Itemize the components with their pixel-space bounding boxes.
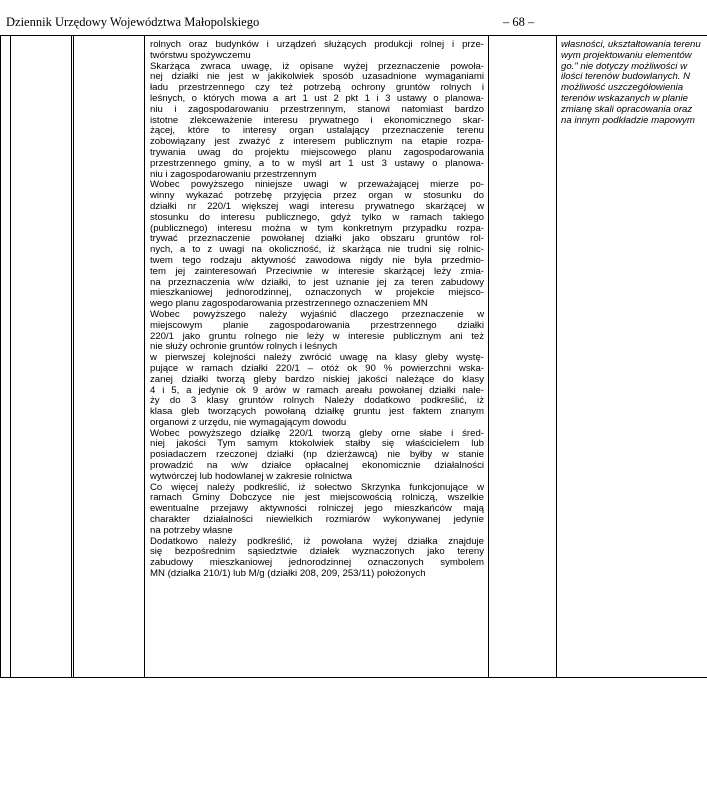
column-divider — [73, 36, 74, 678]
document-table — [0, 36, 707, 678]
text-line: przestrzennego gminy, a to w myśl art 1 ust 3 ustawy o planowa- — [150, 158, 484, 169]
text-line: niu i zagospodarowaniu przestrzennym — [150, 169, 317, 180]
text-line: miejscowym planie zagospodarowania przestrzennego działki — [150, 320, 484, 331]
text-line: na przeznaczenia w/w działki, to jest uznanie jej za teren zabudowy — [150, 277, 484, 288]
text-line: organowi z urzędu, nie wymagającym dowodu — [150, 417, 347, 428]
journal-title: Dziennik Urzędowy Województwa Małopolskiego — [6, 15, 260, 29]
text-line: trywać przeznaczenie powołanej działki jako obszaru gruntów rol- — [150, 234, 484, 245]
text-line: działki nr 220/1 większej wagi interesu prywatnego skarżącej w — [150, 201, 484, 212]
right-text-line: terenów wskazanych w planie — [561, 92, 688, 104]
column-divider — [556, 36, 557, 678]
text-line: rolnych oraz budynków i urządzeń służących produkcji rolnej i prze- — [150, 40, 484, 50]
text-line: pujące w ramach działki 220/1 – otóż ok 90 % powierzchni wska- — [150, 363, 484, 374]
text-line: wytwórczej lub hodowlanej w zakresie rolnictwa — [150, 471, 353, 482]
right-text-line: własności, ukształtowania terenu — [561, 40, 701, 50]
text-line: istotne zlekceważenie interesu prywatnego i ekonomicznego skar- — [150, 115, 484, 126]
page-number: – 68 – — [503, 15, 535, 29]
text-line: 4 i 5, a jedynie ok 9 arów w ramach areału powołanej działki nale- — [150, 385, 484, 396]
text-line: mieszkaniowej jednorodzinnej, oznaczonych w projekcie miejsco- — [150, 288, 484, 299]
text-line: nie służy ochronie gruntów rolnych i leśnych — [150, 342, 338, 353]
text-line: (publicznego) interesu można w tym konkretnym przypadku rozpa- — [150, 223, 484, 234]
page-header — [0, 0, 707, 36]
right-text-line: wym projektowaniu elementów — [561, 49, 692, 61]
column-divider — [71, 36, 72, 678]
text-line: winny wykazać potrzebę przyjęcia przez organ w stosunku do — [150, 191, 484, 202]
text-line: tem jej zainteresowań Przeciwnie w interesie skarżącej leży zmia- — [150, 266, 484, 277]
text-line: żącej, które to interesy organ ustalający przeznaczenie terenu — [150, 126, 484, 137]
text-line: Wobec powyższego niniejsze uwagi w przeważającej mierze po- — [150, 180, 484, 191]
table-left-border — [0, 36, 1, 678]
text-line: wego planu zagospodarowania przestrzennego oznaczeniem MN — [150, 299, 428, 310]
text-line: trywania uwag do projektu miejscowego planu zagospodarowania — [150, 147, 484, 158]
text-line: na potrzeby własne — [150, 525, 233, 536]
text-line: ładu przestrzennego czy też potrzebą ochrony gruntów rolnych i — [150, 83, 484, 94]
text-line: niej jakości Tym samym ktokolwiek stałby się właścicielem lub — [150, 439, 484, 450]
text-line: Dodatkowo należy podkreślić, iż powołana wyżej działka znajduje — [150, 536, 484, 547]
text-line: się bezpośrednim sąsiedztwie działek wyznaczonych jako tereny — [150, 547, 484, 558]
text-line: w pierwszej kolejności należy zwrócić uwagę na klasy gleby wystę- — [150, 353, 484, 364]
text-line: niu i zagospodarowaniu przestrzennym, stanowi natomiast bardzo — [150, 104, 484, 115]
text-line: Wobec powyższego działkę 220/1 tworzą gleby orne słabe i śred- — [150, 428, 484, 439]
right-text-line: możliwość uszczegółowienia — [561, 82, 684, 94]
main-text-column — [150, 40, 484, 676]
text-line: zanej działki tworzą gleby bardzo niskiej jakości należące do klasy — [150, 374, 484, 385]
text-line: Co więcej należy podkreślić, iż sołectwo Skrzynka funkcjonujące w — [150, 482, 484, 493]
text-line: nych, a to z uwagi na okoliczność, iż skarżąca nie trudni się rolnic- — [150, 245, 484, 256]
text-line: Wobec powyższego należy wyjaśnić dlaczego przeznaczenie w — [150, 309, 484, 320]
right-text-column — [561, 40, 707, 140]
text-line: zobowiązany jest zważyć z interesem publicznym na etapie rozpa- — [150, 137, 484, 148]
column-divider — [10, 36, 11, 678]
text-line: charakter działalności niewielkich rozmiarów wykonywanej jedynie — [150, 515, 484, 526]
text-line: twem tego rodzaju aktywność zawodowa nigdy nie była przedmio- — [150, 255, 484, 266]
right-text-line: go." nie dotyczy możliwości w — [561, 60, 688, 72]
text-line: klasa gleb tworzących powołaną działkę gruntu jest faktem znanym — [150, 407, 484, 418]
text-line: leśnych, o których mowa a art 1 ust 2 pkt 1 i 3 ustawy o planowa- — [150, 93, 484, 104]
table-bottom-border — [0, 677, 707, 678]
text-line: posiadaczem rzeczonej działki (np dzierżawcą) nie byłby w stanie — [150, 450, 484, 461]
text-line: zabudowy mieszkaniowej jednorodzinnej oznaczonych symbolem — [150, 558, 484, 569]
right-text-line: zmianę skali opracowania oraz — [561, 103, 693, 115]
text-line: prowadzić na w/w działce opłacalnej ekonomicznie działalności — [150, 461, 484, 472]
right-text-line: ilości terenów budowlanych. N — [561, 71, 691, 83]
text-line: ramach Gminy Dobczyce nie jest miejscowością rolniczą, wszelkie — [150, 493, 484, 504]
text-line: ży do 3 klasy gruntów rolnych Należy dodatkowo podkreślić, iż — [150, 396, 484, 407]
column-divider — [144, 36, 145, 678]
text-line: twórstwu spożywczemu — [150, 50, 251, 61]
text-line: stosunku do interesu publicznego, gdyż tylko w ramach takiego — [150, 212, 484, 223]
text-line: 220/1 jako gruntu rolnego nie leży w interesie publicznym ani też — [150, 331, 484, 342]
right-text-line: na innym podkładzie mapowym — [561, 114, 695, 126]
text-line: Skarżąca zwraca uwagę, iż opisane wyżej przeznaczenie powoła- — [150, 61, 484, 72]
text-line: nej działki nie jest w jakikolwiek sposób uzasadnione wymaganiami — [150, 72, 484, 83]
text-line: ewentualne przejawy aktywności rolniczej jego mieszkańców mają — [150, 504, 484, 515]
column-divider — [488, 36, 489, 678]
text-line: MN (działka 210/1) lub M/g (działki 208, 209, 253/11) położonych — [150, 569, 426, 580]
